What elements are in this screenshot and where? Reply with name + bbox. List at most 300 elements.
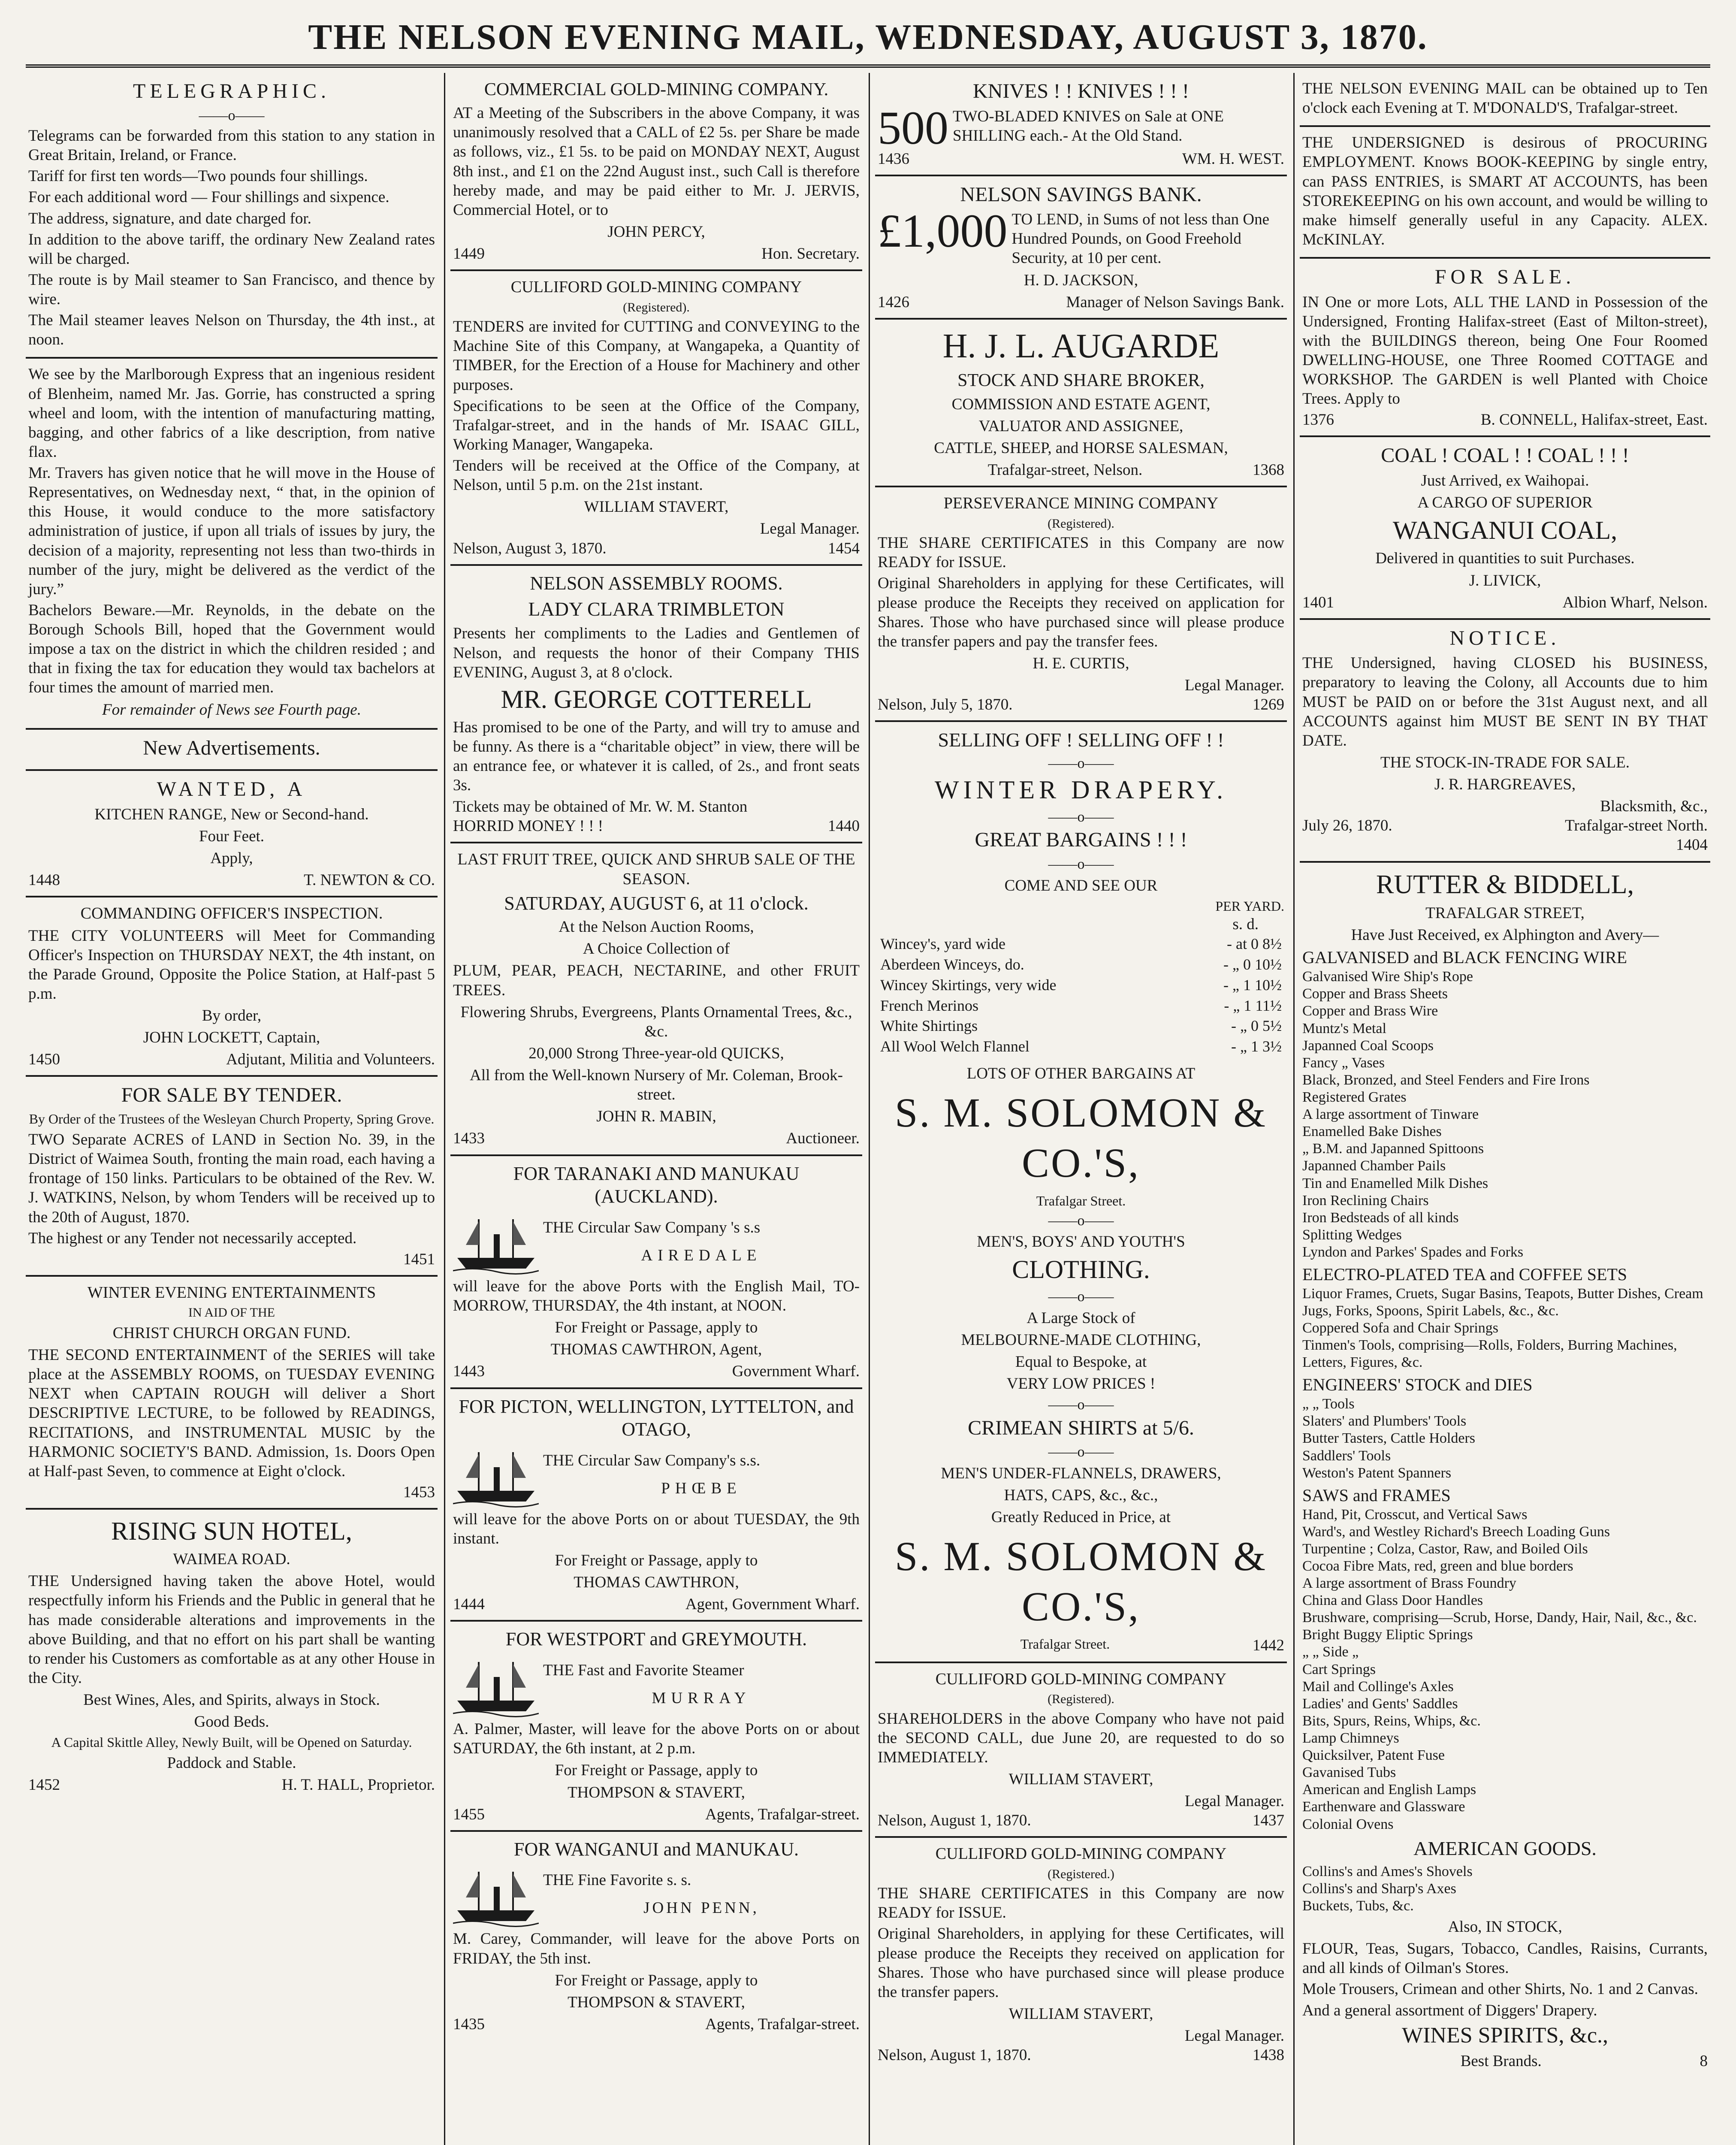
fabric-name: Aberdeen Winceys, do. <box>880 955 1024 973</box>
fabric-price: - „ 0 5½ <box>1231 1017 1282 1035</box>
stock-item: Iron Reclining Chairs <box>1302 1192 1429 1208</box>
stock-item: Coppered Sofa and Chair Springs <box>1302 1320 1499 1336</box>
clothing-line: VERY LOW PRICES ! <box>1006 1375 1156 1393</box>
stock-item: Tinmen's Tools, comprising—Rolls, Folders, Burring Machines, Letters, Figures, &c. <box>1302 1337 1677 1371</box>
role: Legal Manager. <box>1184 1792 1284 1810</box>
masthead-rule <box>26 64 1710 68</box>
sale-body: IN One or more Lots, ALL THE LAND in Possession of the Undersigned, Fronting Halifax-street (East of Milton-street), with the BUILDINGS thereon, being One Four Roomed DWELLING-HOUSE, one Three Roomed COTTAGE and WORKSHOP. The GARDEN is well Planted with Choice Trees. Apply to <box>1302 293 1708 408</box>
ship-name: AIREDALE <box>641 1246 762 1264</box>
hotel-line: Paddock and Stable. <box>167 1754 296 1772</box>
culliford-call-ad <box>875 1663 1287 1838</box>
culliford-body: Specifications to be seen at the Office of the Company, Trafalgar-street, and in the hands of Mr. ISAAC GILL, Working Manager, Wangapeka. <box>453 397 860 453</box>
clothing-line: A Large Stock of <box>1027 1309 1135 1327</box>
freight-line: For Freight or Passage, apply to <box>555 1971 758 1989</box>
notice-body: THE Undersigned, having CLOSED his BUSINESS, preparatory to leaving the Colony, all Accounts due to him MUST be PAID on or before the 31st August next, and all ACCOUNTS against him MUST BE SENT IN BY THAT DATE. <box>1302 654 1708 749</box>
culliford-tender-ad <box>450 271 862 565</box>
rutter-list <box>1302 1863 1708 1915</box>
wanted-ad <box>26 771 438 897</box>
ad-number: 1368 <box>1253 461 1284 479</box>
ad-date: Nelson, August 1, 1870. <box>878 1812 1031 1830</box>
shipping-heading: FOR WESTPORT and GREYMOUTH. <box>505 1628 807 1650</box>
agent-name: THOMPSON & STAVERT, <box>568 1993 745 2011</box>
assembly-heading: NELSON ASSEMBLY ROOMS. <box>530 572 783 594</box>
employment-ad <box>1300 127 1710 259</box>
tender-ad <box>26 1077 438 1276</box>
firm-street: Trafalgar Street. <box>1036 1193 1126 1208</box>
fabric-name: French Merinos <box>880 997 978 1014</box>
ship-body: M. Carey, Commander, will leave for the above Ports on FRIDAY, the 5th inst. <box>453 1930 860 1967</box>
coal-line: Delivered in quantities to suit Purchases. <box>1375 550 1635 568</box>
crimean-shirts: CRIMEAN SHIRTS at 5/6. <box>968 1416 1194 1439</box>
hotel-body: THE Undersigned having taken the above Hotel, would respectfully inform his Friends and the Public in general that he has made considerable alterations and improvements in the above Building, and that no effort on his part shall be wanting to render his Customers as comfortable as at any other House in the City. <box>28 1572 435 1687</box>
broker-line: VALUATOR AND ASSIGNEE, <box>978 417 1183 435</box>
stock-item: Copper and Brass Sheets <box>1302 986 1448 1002</box>
signatory: J. R. HARGREAVES, <box>1434 776 1576 794</box>
coal-line: A CARGO OF SUPERIOR <box>1417 494 1593 512</box>
column-3 <box>875 73 1287 2145</box>
role: Government Wharf. <box>732 1363 860 1381</box>
fabric-name: Wincey Skirtings, very wide <box>880 976 1057 994</box>
ad-number: 1455 <box>453 1805 485 1823</box>
clothing-heading: CLOTHING. <box>1012 1255 1150 1284</box>
gold-heading: COMMERCIAL GOLD-MINING COMPANY. <box>484 80 829 100</box>
hotel-line: Best Wines, Ales, and Spirits, always in Stock. <box>83 1691 380 1709</box>
ship-body: will leave for the above Ports with the English Mail, TO-MORROW, THURSDAY, the 4th instant, at NOON. <box>453 1277 860 1315</box>
role: Agents, Trafalgar-street. <box>705 1805 860 1823</box>
mail-notice-body: THE NELSON EVENING MAIL can be obtained up to Ten o'clock each Evening at T. M'DONALD'S, Trafalgar-street. <box>1302 80 1708 117</box>
ship-block <box>453 1444 860 1508</box>
signatory: H. D. JACKSON, <box>1023 271 1138 289</box>
stock-item: Copper and Brass Wire <box>1302 1003 1438 1019</box>
also-in-stock: Also, IN STOCK, <box>1448 1918 1562 1936</box>
culliford-certificates-ad <box>875 1838 1287 2071</box>
fabric-price: - „ 0 10½ <box>1223 955 1282 973</box>
rutter-category: SAWS and FRAMES <box>1302 1485 1451 1505</box>
auctioneer: JOHN R. MABIN, <box>596 1108 716 1126</box>
news-footer: For remainder of News see Fourth page. <box>102 701 361 719</box>
sale-date: SATURDAY, AUGUST 6, at 11 o'clock. <box>504 892 809 914</box>
rutter-list <box>1302 968 1708 1261</box>
agent-name: THOMPSON & STAVERT, <box>568 1783 745 1801</box>
ad-number: 1433 <box>453 1130 485 1148</box>
ad-number: 1404 <box>1676 836 1708 854</box>
clothing-line: Greatly Reduced in Price, at <box>991 1508 1171 1526</box>
stock-item: Turpentine ; Colza, Castor, Raw, and Boiled Oils <box>1302 1541 1588 1557</box>
stock-item: Collins's and Sharp's Axes <box>1302 1880 1456 1897</box>
stock-item: Galvanised Wire Ship's Rope <box>1302 969 1473 985</box>
ad-number: 1452 <box>28 1776 60 1794</box>
winter-body: THE SECOND ENTERTAINMENT of the SERIES will take place at the ASSEMBLY ROOMS, on TUESDAY EVENING NEXT when CAPTAIN ROUGH will deliver a Short DESCRIPTIVE LECTURE, to be followed by READINGS, RECITATIONS, and INSTRUMENTAL MUSIC by the HARMONIC SOCIETY'S BAND. Admission, 1s. Doors Open at Half-past Seven, to commence at Eight o'clock. <box>28 1346 435 1480</box>
steamship-icon <box>453 1863 539 1927</box>
shipping-heading: FOR TARANAKI AND MANUKAU (AUCKLAND). <box>513 1163 800 1207</box>
stock-item: „ B.M. and Japanned Spittoons <box>1302 1141 1484 1157</box>
role: Auctioneer. <box>786 1130 860 1148</box>
stock-item: Gavanised Tubs <box>1302 1764 1396 1781</box>
clothing-line: MELBOURNE-MADE CLOTHING, <box>961 1331 1201 1349</box>
culliford-heading: CULLIFORD GOLD-MINING COMPANY <box>935 1845 1227 1863</box>
stock-item: Mail and Collinge's Axles <box>1302 1678 1454 1695</box>
coal-address: Albion Wharf, Nelson. <box>1562 593 1708 611</box>
ad-number: 1376 <box>1302 411 1334 429</box>
new-ads-heading: New Advertisements. <box>143 736 320 759</box>
ad-number: 1436 <box>878 150 909 168</box>
stock-item: Muntz's Metal <box>1302 1020 1386 1036</box>
culliford-body: Original Shareholders, in applying for these Certificates, will please produce the Receipts they received on application for Shares. Those who have purchased since will please produce the transfer papers. <box>878 1925 1284 2001</box>
stock-item: Earthenware and Glassware <box>1302 1799 1465 1815</box>
stock-item: Saddlers' Tools <box>1302 1447 1391 1464</box>
stock-item: Weston's Patent Spanners <box>1302 1465 1452 1481</box>
stock-item: Ward's, and Westley Richard's Breech Loading Guns <box>1302 1523 1610 1540</box>
firm-street: Trafalgar Street. <box>1020 1636 1110 1652</box>
role: Agent, Government Wharf. <box>685 1595 860 1613</box>
firm-name: S. M. SOLOMON & CO.'S, <box>894 1533 1268 1630</box>
stock-item: Cocoa Fibre Mats, red, green and blue borders <box>1302 1558 1573 1574</box>
paragraph: The route is by Mail steamer to San Francisco, and thence by wire. <box>28 271 435 308</box>
culliford-body: THE SHARE CERTIFICATES in this Company are now READY for ISSUE. <box>878 1885 1284 1922</box>
wanted-line: Four Feet. <box>199 827 265 845</box>
stock-item: „ „ Tools <box>1302 1396 1355 1412</box>
tender-note: The highest or any Tender not necessarily accepted. <box>28 1229 357 1247</box>
savings-bank-ad <box>875 176 1287 320</box>
culliford-sub: (Registered.) <box>1048 1867 1114 1881</box>
role: Blacksmith, &c., <box>1600 798 1708 816</box>
ship-line: THE Circular Saw Company 's s.s <box>543 1218 761 1236</box>
broker-line: CATTLE, SHEEP, and HORSE SALESMAN, <box>934 439 1228 457</box>
role: Agents, Trafalgar-street. <box>705 2015 860 2033</box>
westport-shipping-ad <box>450 1622 862 1831</box>
separator: ——o—— <box>199 107 265 124</box>
fabric-price: - at 0 8½ <box>1227 935 1282 952</box>
stock-item: Colonial Ovens <box>1302 1816 1394 1832</box>
stock-item: Ladies' and Gents' Saddles <box>1302 1695 1458 1712</box>
hotel-sub: WAIMEA ROAD. <box>173 1550 290 1568</box>
telegraphic-heading: TELEGRAPHIC. <box>133 80 330 103</box>
stock-item: Collins's and Ames's Shovels <box>1302 1863 1473 1879</box>
sale-sub: A Choice Collection of <box>583 940 730 958</box>
broker-line: STOCK AND SHARE BROKER, <box>957 371 1205 391</box>
separator: ——o—— <box>1048 856 1114 873</box>
perseverance-sub: (Registered). <box>1048 516 1114 531</box>
knives-ad <box>875 73 1287 176</box>
fruit-line: 20,000 Strong Three-year-old QUICKS, <box>528 1044 784 1062</box>
role: Manager of Nelson Savings Bank. <box>1066 293 1284 311</box>
rutter-list <box>1302 1285 1708 1372</box>
wanted-line: Apply, <box>210 849 253 867</box>
clothing-line: MEN'S UNDER-FLANNELS, DRAWERS, <box>941 1464 1221 1482</box>
notice-heading: NOTICE. <box>1449 626 1561 650</box>
stock-item: „ „ Side „ <box>1302 1644 1359 1660</box>
separator: ——o—— <box>1048 755 1114 772</box>
paragraph: For each additional word — Four shillings and sixpence. <box>28 188 389 206</box>
rutter-intro: Have Just Received, ex Alphington and Avery— <box>1351 926 1659 944</box>
ad-number: 1435 <box>453 2015 485 2033</box>
mr-name: MR. GEORGE COTTERELL <box>501 685 812 713</box>
evening-mail-notice <box>1300 73 1710 127</box>
other-bargains: LOTS OF OTHER BARGAINS AT <box>966 1065 1196 1083</box>
ship-block <box>453 1863 860 1927</box>
ad-number: 1443 <box>453 1363 485 1381</box>
stock-item: Lamp Chimneys <box>1302 1730 1399 1746</box>
ad-date: Nelson, July 5, 1870. <box>878 696 1013 714</box>
freight-line: For Freight or Passage, apply to <box>555 1319 758 1337</box>
advertiser: WM. H. WEST. <box>1182 150 1284 168</box>
paragraph: Tariff for first ten words—Two pounds four shillings. <box>28 167 368 185</box>
coal-heading: COAL ! COAL ! ! COAL ! ! ! <box>1381 444 1629 467</box>
coal-line: Just Arrived, ex Waihopai. <box>1421 471 1589 489</box>
tender-heading: FOR SALE BY TENDER. <box>121 1084 342 1107</box>
rutter-list <box>1302 1396 1708 1482</box>
separator: ——o—— <box>1048 1397 1114 1413</box>
column-divider <box>869 73 870 2145</box>
perseverance-body: THE SHARE CERTIFICATES in this Company are now READY for ISSUE. <box>878 534 1284 571</box>
role: Legal Manager. <box>1184 2027 1284 2045</box>
picton-shipping-ad <box>450 1389 862 1622</box>
culliford-sub: (Registered). <box>1048 1692 1114 1706</box>
knives-body: TWO-BLADED KNIVES on Sale at ONE SHILLING each.- At the Old Stand. <box>953 107 1224 145</box>
wanganui-shipping-ad <box>450 1832 862 2040</box>
order-line: By order, <box>202 1007 262 1025</box>
come-and-see: COME AND SEE OUR <box>1004 876 1158 894</box>
fabric-price: - „ 1 11½ <box>1224 997 1282 1014</box>
ship-body: A. Palmer, Master, will leave for the above Ports on or about SATURDAY, the 6th instant, at 2 p.m. <box>453 1720 860 1758</box>
new-ads-heading-box <box>26 730 438 771</box>
sale-heading: FOR SALE. <box>1434 266 1576 288</box>
role: Hon. Secretary. <box>761 245 860 263</box>
news-section <box>26 359 438 729</box>
price-row <box>878 996 1284 1016</box>
lady-name: LADY CLARA TRIMBLETON <box>528 598 785 620</box>
clothing-line: MEN'S, BOYS' AND YOUTH'S <box>977 1233 1185 1251</box>
ad-number: 1450 <box>28 1051 60 1069</box>
ship-line: THE Fine Favorite s. s. <box>543 1871 691 1889</box>
culliford-body: Tenders will be received at the Office of the Company, at Nelson, until 5 p.m. on the 21st instant. <box>453 457 860 494</box>
separator: ——o—— <box>1048 1444 1114 1460</box>
ship-name: JOHN PENN, <box>643 1899 759 1917</box>
per-yard: PER YARD. <box>1215 898 1284 914</box>
price-row <box>878 1016 1284 1036</box>
clothing-line: HATS, CAPS, &c., &c., <box>1004 1486 1158 1504</box>
rutter-street: TRAFALGAR STREET, <box>1425 904 1585 922</box>
broker-name: H. J. L. AUGARDE <box>942 327 1220 365</box>
flour-line: FLOUR, Teas, Sugars, Tobacco, Candles, Raisins, Currants, and all kinds of Oilman's Stores. <box>1302 1940 1708 1977</box>
notice-stock: THE STOCK-IN-TRADE FOR SALE. <box>1380 753 1630 771</box>
stock-item: Lyndon and Parkes' Spades and Forks <box>1302 1244 1524 1260</box>
advertiser: T. NEWTON & CO. <box>304 871 435 889</box>
signatory: H. E. CURTIS, <box>1033 654 1129 672</box>
for-sale-ad <box>1300 259 1710 437</box>
rutter-heading: RUTTER & BIDDELL, <box>1376 870 1634 899</box>
savings-body: TO LEND, in Sums of not less than One Hundred Pounds, on Good Freehold Security, at 10 per cent. <box>1011 211 1270 267</box>
ship-line: THE Circular Saw Company's s.s. <box>543 1451 761 1469</box>
tender-body: TWO Separate ACRES of LAND in Section No. 39, in the District of Waimea South, fronting the main road, each having a frontage of 150 links. Particulars to be obtained of the Rev. W. J. WATKINS, Nelson, by whom Tenders will be received up to the 20th of August, 1870. <box>28 1131 435 1226</box>
column-2 <box>450 73 862 2145</box>
stock-item: China and Glass Door Handles <box>1302 1592 1483 1609</box>
role: Legal Manager. <box>760 520 860 538</box>
signatory: JOHN LOCKETT, Captain, <box>143 1029 320 1047</box>
shipping-heading: FOR WANGANUI and MANUKAU. <box>513 1838 799 1860</box>
assembly-rooms-ad <box>450 566 862 843</box>
agent-name: THOMAS CAWTHRON, Agent, <box>550 1341 762 1359</box>
ad-number: 1454 <box>828 539 860 557</box>
ad-number: 1442 <box>1253 1637 1284 1655</box>
broker-line: COMMISSION AND ESTATE AGENT, <box>951 395 1211 413</box>
stock-item: Liquor Frames, Cruets, Sugar Basins, Teapots, Butter Dishes, Cream Jugs, Forks, Spoons, Spirit Labels, &c., &c. <box>1302 1285 1703 1319</box>
loan-amount: £1,000 <box>878 210 1008 257</box>
great-bargains: GREAT BARGAINS ! ! ! <box>975 828 1187 852</box>
price-row <box>878 975 1284 996</box>
taranaki-shipping-ad <box>450 1156 862 1389</box>
steamship-icon <box>453 1444 539 1508</box>
employment-body: THE UNDERSIGNED is desirous of PROCURING EMPLOYMENT. Knows BOOK-KEEPING by single entry, can PASS ENTRIES, is SMART AT ACCOUNTS, has been STOREKEEPING on his own account, and would be willing to make himself generally useful in any Capacity. ALEX. McKINLAY. <box>1302 134 1708 248</box>
fruit-line: All from the Well-known Nursery of Mr. Coleman, Brook-street. <box>470 1066 843 1104</box>
price-row <box>878 1036 1284 1057</box>
column-4 <box>1300 73 1710 2145</box>
stock-item: Butter Tasters, Cattle Holders <box>1302 1430 1476 1447</box>
fabric-price: - „ 1 10½ <box>1223 976 1282 994</box>
culliford-heading: CULLIFORD GOLD-MINING COMPANY <box>935 1670 1227 1688</box>
fabric-price: - „ 1 3½ <box>1231 1038 1282 1055</box>
firm-name: S. M. SOLOMON & CO.'S, <box>894 1090 1268 1186</box>
role: Legal Manager. <box>1184 677 1284 694</box>
wanted-heading: WANTED, A <box>157 778 307 801</box>
stock-item: Black, Bronzed, and Steel Fenders and Fire Irons <box>1302 1072 1590 1088</box>
page-number: 8 <box>1700 2052 1708 2070</box>
fruit-tree-sale-ad <box>450 843 862 1156</box>
stock-item: Tin and Enamelled Milk Dishes <box>1302 1175 1488 1191</box>
fabric-name: All Wool Welch Flannel <box>880 1038 1030 1055</box>
telegraphic-section <box>26 73 438 359</box>
notice-address: Trafalgar-street North. <box>1565 817 1708 835</box>
perseverance-body: Original Shareholders in applying for these Certificates, will please produce the Receipts they received on application for Shares. Those who have purchased since will please produce the transfer papers and pay the transfer fees. <box>878 574 1284 650</box>
stock-item: Quicksilver, Patent Fuse <box>1302 1747 1445 1764</box>
inspection-heading: COMMANDING OFFICER'S INSPECTION. <box>80 904 383 923</box>
stock-item: Bits, Spurs, Reins, Whips, &c. <box>1302 1713 1481 1729</box>
perseverance-heading: PERSEVERANCE MINING COMPANY <box>943 494 1219 513</box>
price-row <box>878 955 1284 975</box>
ad-date: Nelson, August 3, 1870. <box>453 539 607 557</box>
wanted-line: KITCHEN RANGE, New or Second-hand. <box>94 805 369 823</box>
signatory: JOHN PERCY, <box>607 223 705 241</box>
ship-block <box>453 1653 860 1718</box>
stock-item: Hand, Pit, Crosscut, and Vertical Saws <box>1302 1506 1528 1523</box>
ad-number: 1438 <box>1253 2046 1284 2064</box>
winter-sub: IN AID OF THE <box>188 1305 275 1320</box>
augarde-ad <box>875 320 1287 487</box>
winter-entertainment-ad <box>26 1277 438 1510</box>
hotel-heading: RISING SUN HOTEL, <box>111 1517 352 1545</box>
culliford-body: SHAREHOLDERS in the above Company who have not paid the SECOND CALL, due June 20, are requested to do so IMMEDIATELY. <box>878 1710 1284 1766</box>
price-list <box>878 934 1284 1057</box>
stock-item: Brushware, comprising—Scrub, Horse, Dandy, Hair, Nail, &c., &c. <box>1302 1610 1697 1626</box>
fabric-name: Wincey's, yard wide <box>880 935 1005 952</box>
ship-name: PHŒBE <box>661 1479 742 1497</box>
column-divider <box>444 73 445 2145</box>
signatory: WILLIAM STAVERT, <box>1008 2005 1153 2023</box>
ad-date: Nelson, August 1, 1870. <box>878 2046 1031 2064</box>
hotel-ad <box>26 1510 438 1801</box>
stock-item: American and English Lamps <box>1302 1782 1476 1798</box>
broker-address: Trafalgar-street, Nelson. <box>987 461 1143 479</box>
ad-date: July 26, 1870. <box>1302 817 1392 835</box>
rutter-category: AMERICAN GOODS. <box>1413 1837 1597 1859</box>
wines-heading: WINES SPIRITS, &c., <box>1402 2023 1608 2048</box>
stock-item: Cart Springs <box>1302 1661 1376 1677</box>
steamship-icon <box>453 1211 539 1275</box>
stock-item: Buckets, Tubs, &c. <box>1302 1898 1414 1914</box>
clothing-line: Equal to Bespoke, at <box>1015 1353 1147 1371</box>
selling-off: SELLING OFF ! SELLING OFF ! ! <box>938 729 1224 751</box>
ad-number: 1449 <box>453 245 485 263</box>
paragraph: In addition to the above tariff, the ordinary New Zealand rates will be charged. <box>28 230 435 268</box>
fabric-name: White Shirtings <box>880 1017 978 1035</box>
knives-quantity: 500 <box>878 106 948 149</box>
inspection-ad <box>26 897 438 1077</box>
ad-number: 1401 <box>1302 593 1334 611</box>
paragraph: The address, signature, and date charged for. <box>28 209 311 227</box>
winter-drapery: WINTER DRAPERY. <box>934 775 1228 804</box>
separator: ——o—— <box>1048 1212 1114 1229</box>
inspection-body: THE CITY VOLUNTEERS will Meet for Commanding Officer's Inspection on THURSDAY NEXT, the 4th instant, on the Parade Ground, Opposite the Police Station, at Half-past 5 p.m. <box>28 927 435 1003</box>
paragraph: The Mail steamer leaves Nelson on Thursday, the 4th inst., at noon. <box>28 311 435 349</box>
ship-line: THE Fast and Favorite Steamer <box>543 1662 744 1680</box>
ad-number: 1440 <box>828 817 860 835</box>
masthead: THE NELSON EVENING MAIL, WEDNESDAY, AUGUST 3, 1870. <box>308 17 1428 57</box>
perseverance-ad <box>875 487 1287 722</box>
ad-number: 1269 <box>1253 696 1284 714</box>
winter-heading: WINTER EVENING ENTERTAINMENTS <box>87 1283 376 1302</box>
best-brands: Best Brands. <box>1460 2052 1542 2070</box>
gold-mining-ad <box>450 73 862 271</box>
stock-item: Splitting Wedges <box>1302 1227 1402 1243</box>
advertiser: B. CONNELL, Halifax-street, East. <box>1480 411 1708 429</box>
price-row <box>878 934 1284 955</box>
solomon-drapery-ad <box>875 722 1287 1663</box>
news-paragraph: We see by the Marlborough Express that an ingenious resident of Blenheim, named Mr. Jas. Gorrie, has constructed a spring wheel and loom, with the intention of manufacturing matting, bagging, and other fabrics of a like description, from native flax. <box>28 366 435 461</box>
culliford-sub: (Registered). <box>623 300 690 314</box>
notice-ad <box>1300 620 1710 863</box>
rutter-list <box>1302 1506 1708 1833</box>
shipping-heading: FOR PICTON, WELLINGTON, LYTTELTON, and OTAGO, <box>459 1396 854 1440</box>
signatory: WILLIAM STAVERT, <box>584 498 729 516</box>
tender-intro: By Order of the Trustees of the Wesleyan Church Property, Spring Grove. <box>29 1111 435 1127</box>
tickets-line: Tickets may be obtained of Mr. W. M. Stanton <box>453 798 748 816</box>
culliford-body: TENDERS are invited for CUTTING and CONVEYING to the Machine Site of this Company, at Wangapeka, a Quantity of TIMBER, for the Erection of a House for Machinery and other purposes. <box>453 318 860 394</box>
horrid-money: HORRID MONEY ! ! ! <box>453 817 604 835</box>
rutter-category: GALVANISED and BLACK FENCING WIRE <box>1302 948 1627 967</box>
ad-number: 1451 <box>403 1250 435 1268</box>
hotel-line: Good Beds. <box>194 1713 269 1731</box>
savings-heading: NELSON SAVINGS BANK. <box>960 183 1202 206</box>
fruit-body: PLUM, PEAR, PEACH, NECTARINE, and other FRUIT TREES. <box>453 962 860 999</box>
rutter-category: ENGINEERS' STOCK and DIES <box>1302 1375 1533 1395</box>
steamship-icon <box>453 1653 539 1718</box>
column-1 <box>26 73 438 2145</box>
rutter-biddell-ad <box>1300 863 1710 2077</box>
stock-item: Enamelled Bake Dishes <box>1302 1124 1442 1140</box>
signatory: J. LIVICK, <box>1469 571 1541 589</box>
coal-name: WANGANUI COAL, <box>1392 516 1618 545</box>
culliford-heading: CULLIFORD GOLD-MINING COMPANY <box>510 278 802 296</box>
fruit-line: Flowering Shrubs, Evergreens, Plants Ornamental Trees, &c., &c. <box>460 1003 852 1040</box>
proprietor: H. T. HALL, Proprietor. <box>281 1776 435 1794</box>
signatory: WILLIAM STAVERT, <box>1008 1770 1153 1788</box>
ad-number: 1426 <box>878 293 909 311</box>
stock-item: Slaters' and Plumbers' Tools <box>1302 1413 1467 1429</box>
paragraph: Telegrams can be forwarded from this station to any station in Great Britain, Ireland, or France. <box>28 127 435 164</box>
stock-item: Iron Bedsteads of all kinds <box>1302 1209 1459 1226</box>
agent-name: THOMAS CAWTHRON, <box>574 1574 739 1592</box>
separator: ——o—— <box>1048 809 1114 825</box>
